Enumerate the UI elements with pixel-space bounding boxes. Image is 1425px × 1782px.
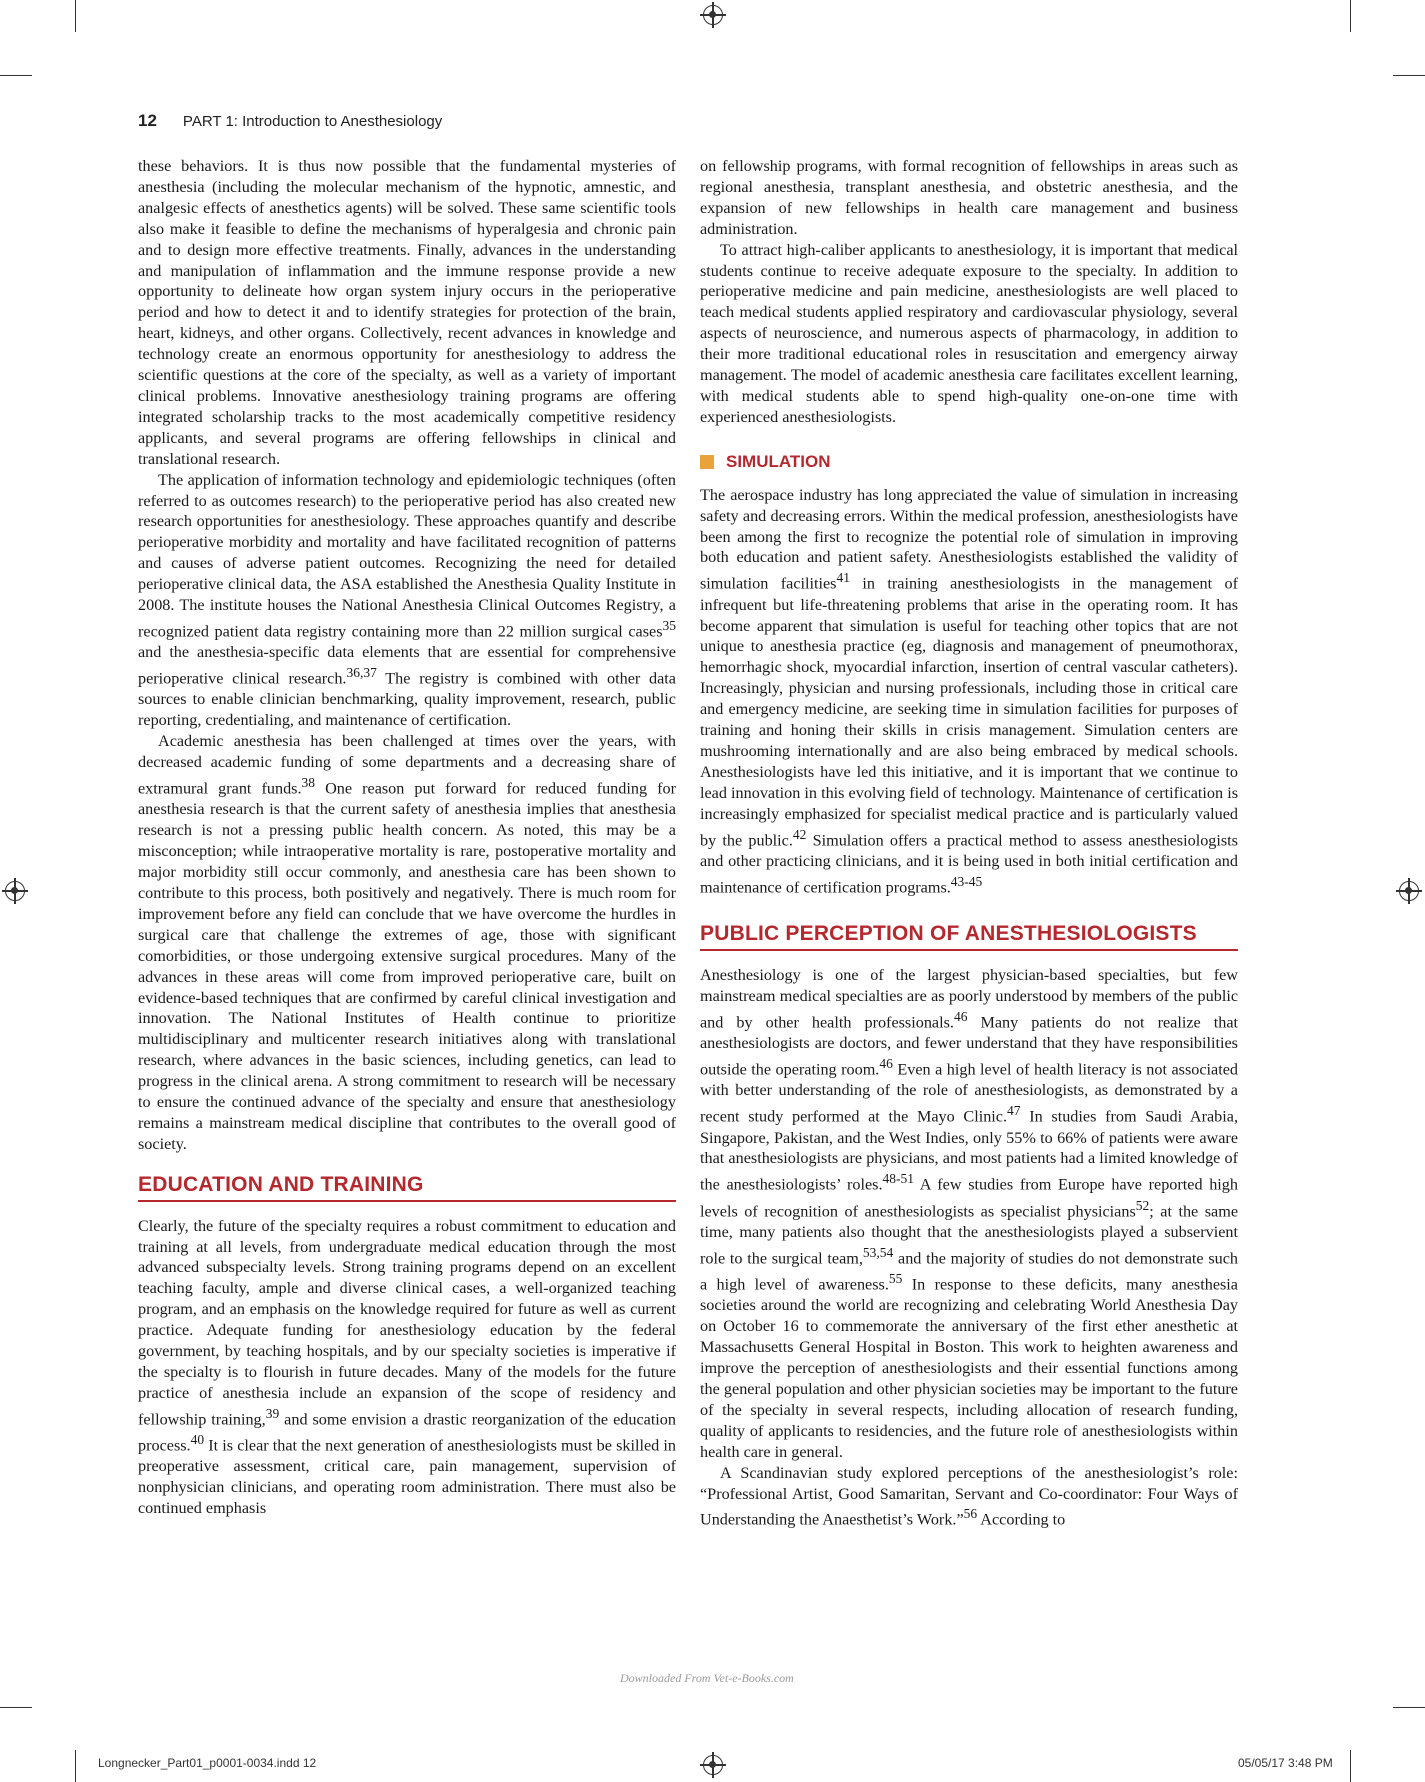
citation: 55: [888, 1271, 903, 1287]
citation: 36,37: [346, 665, 377, 681]
paragraph: these behaviors. It is thus now possible that the fundamental mysteries of anesthesia (including the molecular mechanism of the hypnotic, amnestic, and analgesic effects of anesthetics agents) will be solved. These same scientific tools also make it feasible to define the mechanisms of hyperalgesia and chronic pain and to design more effective treatments. Finally, advances in the understanding and manipulation of inflammation and the immune response provide a new opportunity to delineate how organ system injury occurs in the perioperative period and how to detect it and to identify strategies for protection of the brain, heart, kidneys, and other organs. Collectively, recent advances in knowledge and technology create an enormous opportunity for anesthesiology to address the scientific questions at the core of the specialty, as well as a variety of important clinical problems. Innovative anesthesiology training programs are offering integrated scholarship tracks to the most academically competitive residency applicants, and several programs are offering fellowships in clinical and translational research.: [138, 157, 676, 468]
crop-mark: [0, 75, 32, 76]
citation: 46: [953, 1008, 968, 1024]
text-run: According to: [977, 1510, 1066, 1529]
text-run: A Scandinavian study explored perceptions of the anesthesiologist’s role: “Professional Artist, Good Samaritan, Servant and Co-coordinator: Four Ways of Understanding the Anaesthetist’s Work.”: [700, 1463, 1238, 1529]
citation: 38: [301, 775, 316, 791]
subsection-heading-simulation: [700, 452, 1238, 473]
crop-mark: [0, 1707, 32, 1708]
citation: 40: [190, 1432, 205, 1448]
running-header: [138, 111, 442, 131]
text-run: A few studies from Europe have reported high levels of recognition of anesthesiologists as specialist physicians: [700, 1175, 1238, 1220]
crop-mark: [75, 1750, 76, 1782]
text-run: Anesthesiology is one of the largest physician-based specialties, but few mainstream medical specialties are as poorly understood by members of the public and by other health professionals.: [700, 965, 1238, 1032]
citation: 39: [265, 1405, 280, 1421]
registration-mark-icon: [5, 881, 25, 901]
citation: 46: [879, 1056, 893, 1071]
paragraph: [138, 1216, 676, 1519]
citation: 42: [792, 826, 807, 842]
paragraph: on fellowship programs, with formal recognition of fellowships in areas such as regional anesthesia, transplant anesthesia, and obstetric anesthesia, and the expansion of new fellowships in health care management and business administration.: [700, 157, 1238, 238]
text-run: The application of information technology and epidemiologic techniques (often referred to as outcomes research) to the perioperative period has also created new research opportunities for anesthesiology. These approaches quantify and describe perioperative morbidity and mortality and have facilitated recognition of patterns and causes of adverse patient outcomes. Recognizing the need for detailed perioperative clinical data, the ASA established the Anesthesia Quality Institute in 2008. The institute houses the National Anesthesia Clinical Outcomes Registry, a recognized patient data registry containing more than 22 million surgical cases: [138, 470, 676, 641]
paragraph: [138, 470, 676, 732]
citation: 35: [662, 617, 676, 633]
text-run: The aerospace industry has long appreciated the value of simulation in increasing safety and decreasing errors. Within the medical profession, anesthesiologists have been among the first to recognize the potential role of simulation in improving both education and patient safety. Anesthesiologists established the validity of simulation facilities: [700, 485, 1238, 593]
right-column: [700, 156, 1238, 1531]
registration-mark-icon: [703, 5, 723, 25]
paragraph: [700, 965, 1238, 1463]
text-run: ; at the same time, many patients also thought that the anesthesiologists played a subservient role to the surgical team,: [700, 1202, 1239, 1268]
section-heading-education: EDUCATION AND TRAINING: [138, 1175, 676, 1202]
citation: 41: [836, 570, 850, 586]
registration-mark-icon: [703, 1755, 723, 1775]
left-column: [138, 156, 676, 1519]
text-run: [11, 887, 18, 894]
crop-mark: [1393, 1707, 1425, 1708]
paragraph: [138, 731, 676, 1155]
file-info: Longnecker_Part01_p0001-0034.indd 12: [98, 1756, 317, 1770]
citation: 52: [1135, 1197, 1150, 1213]
paragraph: [700, 1463, 1238, 1531]
text-run: One reason put forward for reduced funding for anesthesia research is that the current safety of anesthesia implies that anesthesia research is not a pressing public health concern. As noted, this may be a misconception; while intraoperative mortality is rare, postoperative mortality and major morbidity still occur commonly, and anesthesia care has been shown to contribute to this process, both positively and negatively. There is much room for improvement before any field can conclude that we have overcome the hurdles in surgical care that challenge the extremes of age, those with significant comorbidities, or those undergoing extensive surgical procedures. Many of the advances in these areas will come from improved perioperative care, built on evidence-based techniques that are confirmed by careful clinical investigation and innovation. The National Institutes of Health continue to prioritize multidisciplinary and multicenter research initiatives along with translational research, where advances in the basic sciences, including genetics, can lead to progress in the clinical arena. A strong commitment to research will be necessary to ensure the continued advance of the specialty and ensure that anesthesiology remains a mainstream medical discipline that contributes to the overall good of society.: [138, 779, 676, 1153]
page-number: 12: [138, 111, 157, 130]
text-run: Simulation offers a practical method to assess anesthesiologists and other practicing clinicians, and it is being used in both initial certification and maintenance of certification programs.: [700, 830, 1238, 897]
square-bullet-icon: [700, 455, 714, 469]
text-run: and the majority of studies do not demonstrate such a high level of awareness.: [700, 1249, 1238, 1294]
paragraph: [700, 485, 1238, 898]
text-run: It is clear that the next generation of anesthesiologists must be skilled in preoperative assessment, critical care, pain management, supervision of nonphysician clinicians, and operating room administration. There must also be continued emphasis: [138, 1436, 676, 1518]
registration-mark-icon: [1399, 881, 1419, 901]
crop-mark: [1350, 0, 1351, 32]
text-run: and the anesthesia-specific data elements that are essential for comprehensive perioperative clinical research.: [138, 643, 676, 688]
running-title: PART 1: Introduction to Anesthesiology: [182, 113, 443, 130]
text-run: SIMULATION: [726, 451, 831, 471]
crop-mark: [1350, 1750, 1351, 1782]
text-run: Clearly, the future of the specialty requires a robust commitment to education and training at all levels, from undergraduate medical education through the most advanced subspecialty levels. Strong training programs depend on an excellent teaching faculty, ample and diverse clinical cases, a well-organized teaching program, and an emphasis on the knowledge required for future as well as current practice. Adequate funding for anesthesiology education by the federal government, by teaching hospitals, and by our specialty societies is imperative if the specialty is to flourish in future decades. Many of the models for the future practice of anesthesia include an expansion of the scope of residency and fellowship training,: [138, 1216, 676, 1429]
citation: 48-51: [882, 1171, 915, 1187]
citation: 47: [1007, 1103, 1021, 1119]
watermark: Downloaded From Vet-e-Books.com: [620, 1671, 794, 1685]
text-run: [709, 1761, 716, 1768]
text-run: In response to these deficits, many anesthesia societies around the world are recognizing and celebrating World Anesthesia Day on October 16 to commemorate the anniversary of the first ether anesthetic at Massachusetts General Hospital in Boston. This work to heighten awareness and improve the perception of anesthesiologists and their essential functions among the general population and other physician societies may be important to the future of the specialty in several respects, including allocation of research funding, quality of applicants to residencies, and the future role of anesthesiologists within health care in general.: [700, 1275, 1238, 1461]
date-time: 05/05/17 3:48 PM: [1238, 1756, 1333, 1770]
text-run: Many patients do not realize that anesthesiologists are doctors, and fewer understand that they have responsibilities outside the operating room.: [700, 1013, 1238, 1079]
crop-mark: [1393, 75, 1425, 76]
text-run: [1405, 887, 1412, 894]
crop-mark: [75, 0, 76, 32]
citation: 53,54: [862, 1244, 894, 1260]
text-run: In studies from Saudi Arabia, Singapore, Pakistan, and the West Indies, only 55% to 66% of patients were aware that anesthesiologists are physicians, and most patients had a limited knowledge of the anesthesiologists’ roles.: [700, 1107, 1239, 1194]
paragraph: To attract high-caliber applicants to anesthesiology, it is important that medical students continue to receive adequate exposure to the specialty. In addition to perioperative medicine and pain medicine, anesthesiologists are well placed to teach medical students applied respiratory and cardiovascular physiology, several aspects of neuroscience, and numerous aspects of pharmacology, in addition to their more traditional educational roles in resuscitation and emergency airway management. The model of academic anesthesia care facilitates excellent learning, with medical students able to spend high-quality one-on-one time with experienced anesthesiologists.: [700, 240, 1238, 426]
text-run: The registry is combined with other data sources to enable clinician benchmarking, quality improvement, research, public reporting, credentialing, and maintenance of certification.: [138, 669, 676, 730]
text-run: Academic anesthesia has been challenged at times over the years, with decreased academic funding of some departments and a decreasing share of extramural grant funds.: [138, 732, 676, 798]
citation: 56: [963, 1506, 978, 1522]
text-run: [709, 11, 716, 18]
text-run: in training anesthesiologists in the management of infrequent but life-threatening problems that arise in the operating room. It has become apparent that simulation is useful for teaching other topics that are not unique to anesthesia practice (eg, diagnosis and management of pneumothorax, hemorrhagic shock, myocardial infarction, insertion of central vascular catheters). Increasingly, physician and nursing professionals, including those in critical care and emergency medicine, are seeking time in simulation facilities for purposes of training and honing their skills in crisis management. Simulation centers are mushrooming internationally and are also being embraced by medical schools. Anesthesiologists have led this initiative, and it is important that we continue to lead innovation in this evolving field of technology. Maintenance of certification is increasingly emphasized for specialist medical practice and is particularly valued by the public.: [700, 574, 1239, 849]
citation: 43-45: [950, 873, 983, 889]
text-run: Even a high level of health literacy is not associated with better understanding of the role of anesthesiologists, as demonstrated by a recent study performed at the Mayo Clinic.: [700, 1060, 1238, 1126]
text-run: and some envision a drastic reorganization of the education process.: [138, 1410, 676, 1455]
section-heading-public-perception: PUBLIC PERCEPTION OF ANESTHESIOLOGISTS: [700, 924, 1238, 951]
